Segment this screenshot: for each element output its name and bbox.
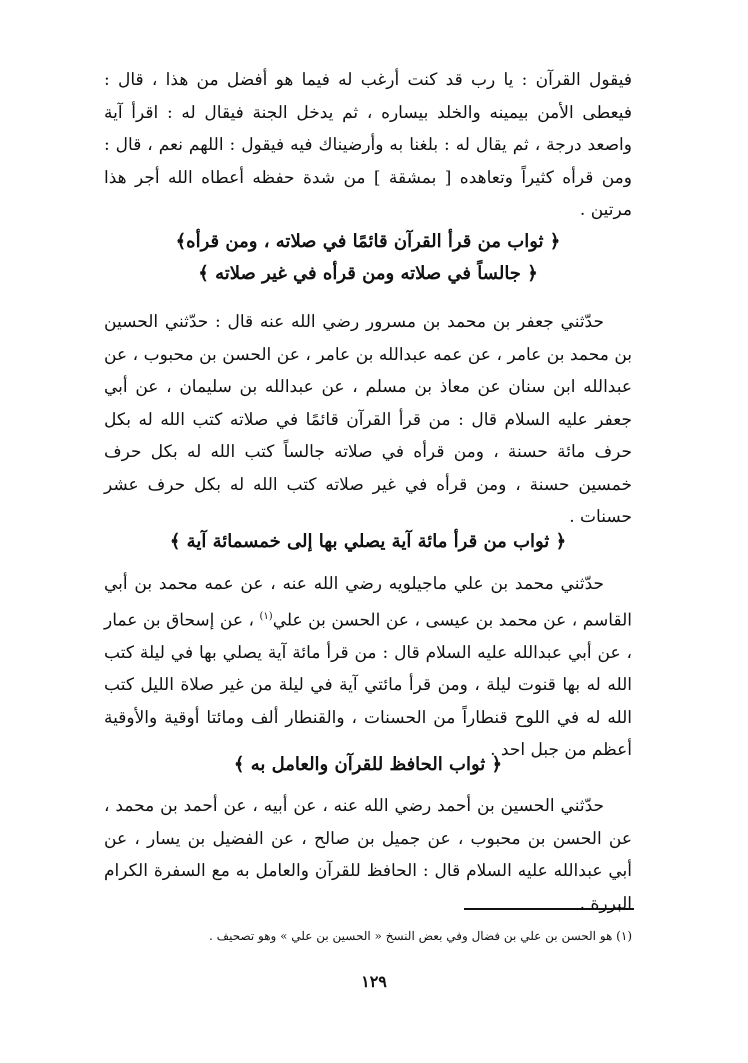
paragraph-3 bbox=[104, 568, 632, 767]
heading-standing-sitting-reading bbox=[104, 226, 632, 290]
heading-2-text: ﴿ ثواب من قرأ مائة آية يصلي بها إلى خمسمائة آية ﴾ bbox=[169, 531, 567, 552]
footnote: (١) هو الحسن بن علي بن فضال وفي بعض النسخ « الحسين بن علي » وهو تصحيف . bbox=[209, 929, 632, 943]
page-number: ١٢٩ bbox=[361, 972, 387, 991]
footnote-divider bbox=[464, 908, 634, 910]
heading-1-line-2: ﴿ جالساً في صلاته ومن قرأه في غير صلاته ﴾ bbox=[198, 263, 538, 284]
heading-1-line-1: ﴿ ثواب من قرأ القرآن قائمًا في صلاته ، ومن قرأه﴾ bbox=[175, 231, 561, 252]
footnote-marker: (١) bbox=[259, 610, 273, 622]
heading-memorizer bbox=[104, 749, 632, 781]
paragraph-3-text bbox=[104, 568, 632, 767]
paragraph-1-text: فيقول القرآن : يا رب قد كنت أرغب له فيما هو أفضل من هذا ، قال : فيعطى الأمن بيمينه والخلد بيساره ، ثم يدخل الجنة فيقال له : اقرأ آية واصعد درجة ، ثم يقال له : بلغنا به وأرضيناك فيه فيقول : اللهم نعم ، قال : ومن قرأه كثيراً وتعاهده [ بمشقة ] من شدة حفظه أعطاه الله أجر هذا مرتين . bbox=[104, 70, 632, 220]
paragraph-1 bbox=[104, 64, 632, 227]
paragraph-4 bbox=[104, 790, 632, 920]
paragraph-2-text: حدّثني جعفر بن محمد بن مسرور رضي الله عنه قال : حدّثني الحسين بن محمد بن عامر ، عن عمه عبدالله بن عامر ، عن الحسن بن محبوب ، عن عبدالله ابن سنان عن معاذ بن مسلم ، عن عبدالله بن سليمان ، عن أبي جعفر عليه السلام قال : من قرأ القرآن قائمًا في صلاته كتب الله له بكل حرف مائة حسنة ، ومن قرأه في صلاته جالساً كتب الله له بكل حرف خمسين حسنة ، ومن قرأه في غير صلاته كتب الله له بكل حرف عشر حسنات . bbox=[104, 312, 632, 527]
paragraph-3-part-1: حدّثني محمد بن علي ماجيلويه رضي الله عنه ، عن عمه محمد بن أبي القاسم ، عن محمد بن عيسى ، عن الحسن بن علي bbox=[104, 574, 632, 631]
paragraph-3-part-2: ، عن إسحاق بن عمار ، عن أبي عبدالله عليه السلام قال : من قرأ مائة آية يصلي بها في ليلة كتب الله له بها قنوت ليلة ، ومن قرأ مائتي آية في ليلة من غير صلاة الليل كتب الله له في اللوح قنطاراً من الحسنات ، والقنطار ألف ومائتا أوقية والأوقية أعظم من جبل احد . bbox=[104, 610, 632, 761]
paragraph-2 bbox=[104, 306, 632, 534]
heading-hundred-verses bbox=[104, 526, 632, 558]
paragraph-4-text: حدّثني الحسين بن أحمد رضي الله عنه ، عن أبيه ، عن أحمد بن محمد ، عن الحسن بن محبوب ، عن جميل بن صالح ، عن الفضيل بن يسار ، عن أبي عبدالله عليه السلام قال : الحافظ للقرآن والعامل به مع السفرة الكرام البررة . bbox=[104, 796, 632, 914]
heading-3-text: ﴿ ثواب الحافظ للقرآن والعامل به ﴾ bbox=[233, 754, 503, 775]
